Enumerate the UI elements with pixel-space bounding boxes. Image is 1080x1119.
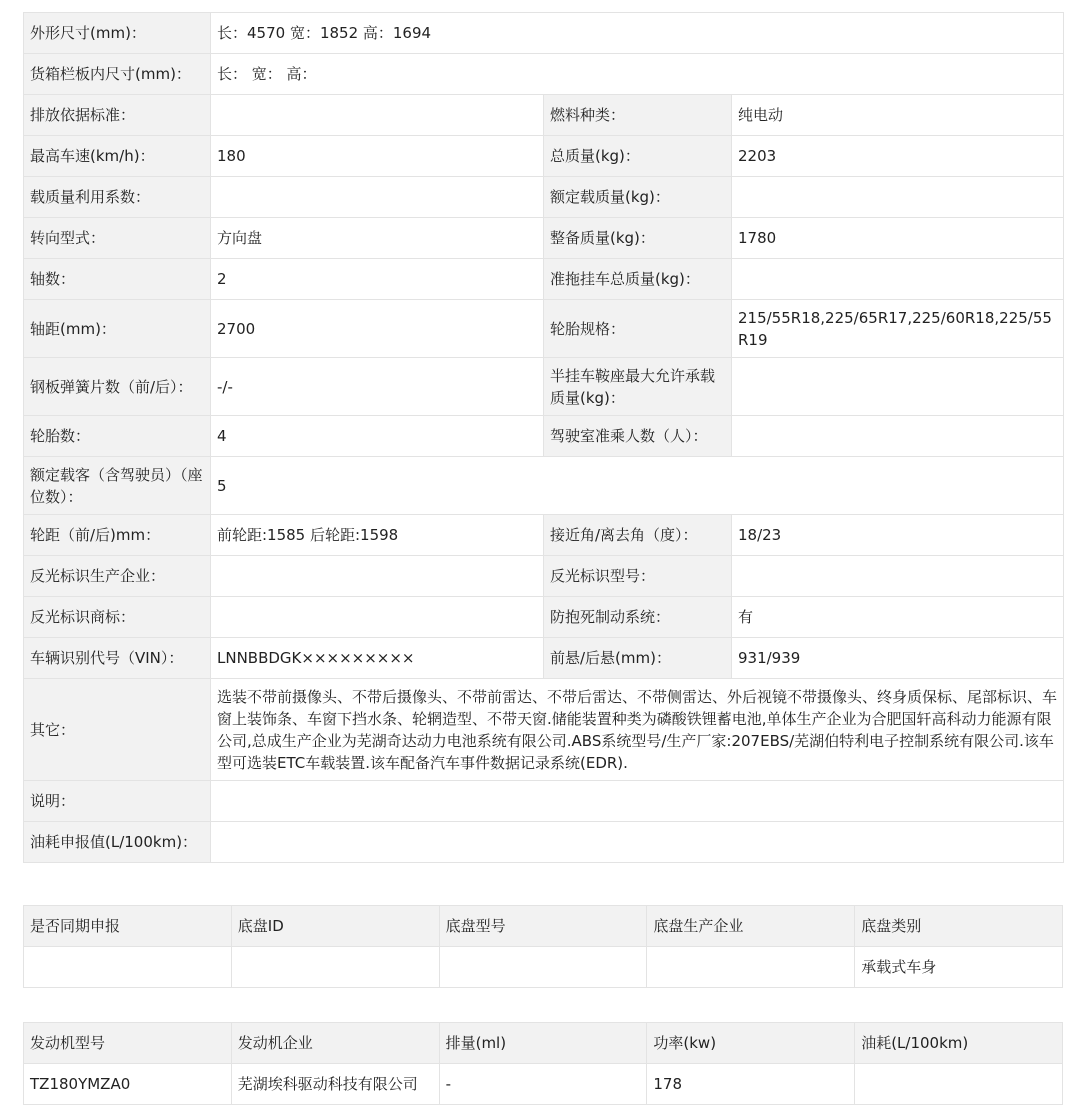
field-value: 选装不带前摄像头、不带后摄像头、不带前雷达、不带后雷达、不带侧雷达、外后视镜不带摄像头、终身质保标、尾部标识、车窗上装饰条、车窗下挡水条、轮辋造型、不带天窗.储能装置种类为磷酸铁锂蓄电池,单体生产企业为合肥国轩高科动力能源有限公司,总成生产企业为芜湖奇达动力电池系统有限公司.ABS系统型号/生产厂家:207EBS/芜湖伯特利电子控制系统有限公司.该车型可选装ETC车载装置.该车配备汽车事件数据记录系统(EDR). xyxy=(211,679,1064,781)
chassis-header-cell: 底盘型号 xyxy=(439,906,647,947)
field-value: 4 xyxy=(211,416,544,457)
field-value: 纯电动 xyxy=(732,95,1064,136)
field-value: -/- xyxy=(211,358,544,416)
field-label: 转向型式： xyxy=(24,218,211,259)
spec-row xyxy=(24,177,1064,218)
spec-row xyxy=(24,13,1064,54)
spec-table xyxy=(23,12,1064,863)
field-label: 前悬/后悬(mm)： xyxy=(544,638,732,679)
chassis-header-cell: 底盘类别 xyxy=(855,906,1063,947)
engine-cell: TZ180YMZA0 xyxy=(24,1064,232,1105)
field-value: 2700 xyxy=(211,300,544,358)
field-value xyxy=(211,781,1064,822)
field-value xyxy=(211,95,544,136)
spec-row xyxy=(24,781,1064,822)
chassis-header-cell: 是否同期申报 xyxy=(24,906,232,947)
field-value: 方向盘 xyxy=(211,218,544,259)
field-value: 180 xyxy=(211,136,544,177)
field-value: 5 xyxy=(211,457,1064,515)
spec-row xyxy=(24,822,1064,863)
field-label: 接近角/离去角（度）： xyxy=(544,515,732,556)
field-value: 有 xyxy=(732,597,1064,638)
field-label: 油耗申报值(L/100km)： xyxy=(24,822,211,863)
field-value xyxy=(211,822,1064,863)
spec-row xyxy=(24,416,1064,457)
chassis-cell: 承载式车身 xyxy=(855,947,1063,988)
field-label: 其它： xyxy=(24,679,211,781)
field-value: LNNBBDGK××××××××× xyxy=(211,638,544,679)
engine-data-row xyxy=(24,1064,1063,1105)
engine-header-cell: 发动机企业 xyxy=(231,1023,439,1064)
spec-row xyxy=(24,54,1064,95)
field-label: 排放依据标准： xyxy=(24,95,211,136)
field-label: 车辆识别代号（VIN）： xyxy=(24,638,211,679)
field-value xyxy=(732,259,1064,300)
field-label: 额定载质量(kg)： xyxy=(544,177,732,218)
field-label: 货箱栏板内尺寸(mm)： xyxy=(24,54,211,95)
field-label: 载质量利用系数： xyxy=(24,177,211,218)
spec-row xyxy=(24,136,1064,177)
spec-row xyxy=(24,218,1064,259)
field-value xyxy=(211,556,544,597)
field-label: 轮胎规格： xyxy=(544,300,732,358)
chassis-cell xyxy=(647,947,855,988)
field-label: 防抱死制动系统： xyxy=(544,597,732,638)
field-value: 931/939 xyxy=(732,638,1064,679)
engine-table xyxy=(23,1022,1063,1105)
field-label: 轴距(mm)： xyxy=(24,300,211,358)
field-value xyxy=(211,177,544,218)
engine-cell: - xyxy=(439,1064,647,1105)
chassis-cell xyxy=(231,947,439,988)
chassis-header-row xyxy=(24,906,1063,947)
field-label: 钢板弹簧片数（前/后）： xyxy=(24,358,211,416)
field-value: 18/23 xyxy=(732,515,1064,556)
spec-row xyxy=(24,300,1064,358)
chassis-cell xyxy=(439,947,647,988)
engine-header-row xyxy=(24,1023,1063,1064)
field-label: 额定载客（含驾驶员）（座位数）： xyxy=(24,457,211,515)
field-label: 外形尺寸(mm)： xyxy=(24,13,211,54)
field-label: 最高车速(km/h)： xyxy=(24,136,211,177)
chassis-data-row xyxy=(24,947,1063,988)
field-label: 总质量(kg)： xyxy=(544,136,732,177)
field-value: 长： 宽： 高： xyxy=(211,54,1064,95)
field-label: 说明： xyxy=(24,781,211,822)
spec-row xyxy=(24,95,1064,136)
chassis-header-cell: 底盘生产企业 xyxy=(647,906,855,947)
field-label: 反光标识商标： xyxy=(24,597,211,638)
field-label: 轮胎数： xyxy=(24,416,211,457)
spec-row xyxy=(24,358,1064,416)
engine-cell: 芜湖埃科驱动科技有限公司 xyxy=(231,1064,439,1105)
engine-cell xyxy=(855,1064,1063,1105)
spec-row xyxy=(24,259,1064,300)
field-value: 2 xyxy=(211,259,544,300)
field-value xyxy=(732,177,1064,218)
field-label: 驾驶室准乘人数（人）： xyxy=(544,416,732,457)
engine-header-cell: 油耗(L/100km) xyxy=(855,1023,1063,1064)
field-value: 1780 xyxy=(732,218,1064,259)
spec-row xyxy=(24,556,1064,597)
chassis-cell xyxy=(24,947,232,988)
field-label: 反光标识型号： xyxy=(544,556,732,597)
field-label: 燃料种类： xyxy=(544,95,732,136)
field-label: 半挂车鞍座最大允许承载质量(kg)： xyxy=(544,358,732,416)
field-value xyxy=(732,358,1064,416)
field-label: 轮距（前/后)mm： xyxy=(24,515,211,556)
spec-row xyxy=(24,597,1064,638)
chassis-header-cell: 底盘ID xyxy=(231,906,439,947)
engine-header-cell: 功率(kw) xyxy=(647,1023,855,1064)
chassis-table xyxy=(23,905,1063,988)
field-value xyxy=(211,597,544,638)
field-label: 整备质量(kg)： xyxy=(544,218,732,259)
field-value: 长：4570 宽：1852 高：1694 xyxy=(211,13,1064,54)
field-label: 反光标识生产企业： xyxy=(24,556,211,597)
field-label: 准拖挂车总质量(kg)： xyxy=(544,259,732,300)
field-value: 前轮距:1585 后轮距:1598 xyxy=(211,515,544,556)
field-value xyxy=(732,416,1064,457)
engine-cell: 178 xyxy=(647,1064,855,1105)
spec-row xyxy=(24,515,1064,556)
spec-row xyxy=(24,457,1064,515)
engine-header-cell: 发动机型号 xyxy=(24,1023,232,1064)
field-value: 215/55R18,225/65R17,225/60R18,225/55R19 xyxy=(732,300,1064,358)
field-value xyxy=(732,556,1064,597)
engine-header-cell: 排量(ml) xyxy=(439,1023,647,1064)
spec-row xyxy=(24,679,1064,781)
spec-row xyxy=(24,638,1064,679)
field-label: 轴数： xyxy=(24,259,211,300)
field-value: 2203 xyxy=(732,136,1064,177)
